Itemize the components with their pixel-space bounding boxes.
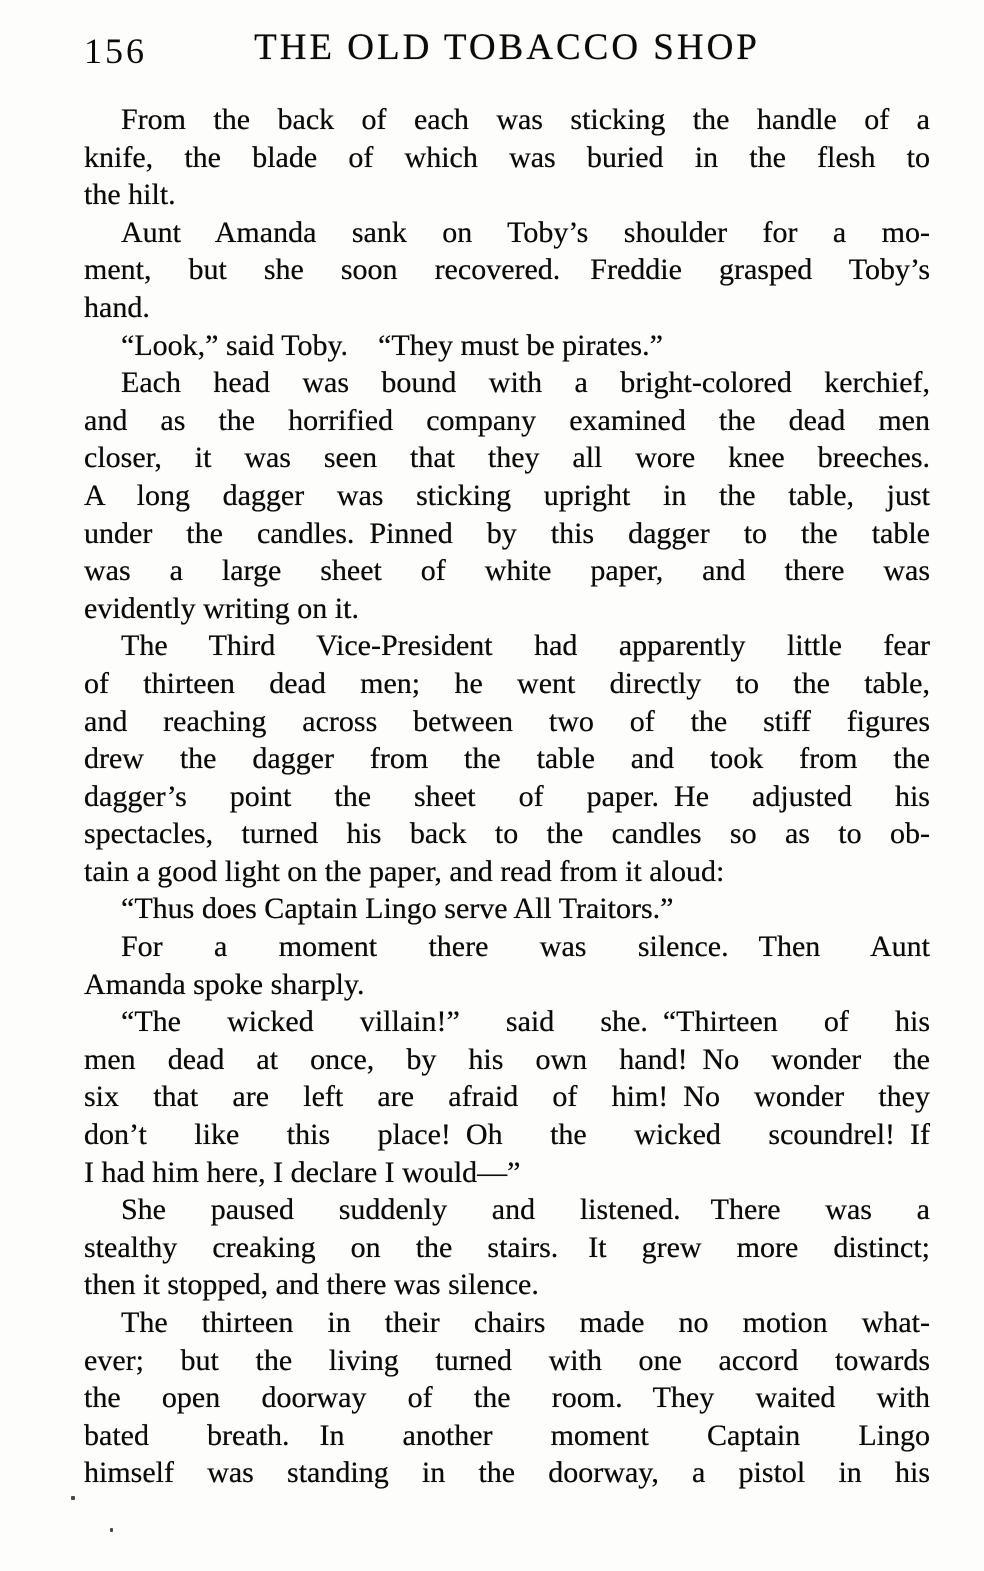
paragraph xyxy=(84,364,930,627)
text-line: under the candles. Pinned by this dagger to the table xyxy=(84,516,930,550)
text-line: bated breath. In another moment Captain Lingo xyxy=(84,1418,930,1452)
paragraph xyxy=(84,327,930,365)
text-line: The Third Vice-President had apparently little fear xyxy=(121,629,930,663)
paragraph xyxy=(84,890,930,928)
text-line: six that are left are afraid of him! No wonder they xyxy=(84,1080,930,1114)
paragraph xyxy=(84,214,930,327)
text-line: the open doorway of the room. They waited with xyxy=(84,1381,930,1415)
text-line: “The wicked villain!” said she. “Thirteen of his xyxy=(121,1005,930,1039)
text-line: men dead at once, by his own hand! No wonder the xyxy=(84,1042,930,1076)
text-line: dagger’s point the sheet of paper. He adjusted his xyxy=(84,779,930,813)
text-line: Amanda spoke sharply. xyxy=(84,967,365,1001)
text-line: himself was standing in the doorway, a pistol in his xyxy=(84,1456,930,1490)
text-line: Aunt Amanda sank on Toby’s shoulder for a mo- xyxy=(121,215,930,249)
paragraph xyxy=(84,627,930,890)
text-line: She paused suddenly and listened. There was a xyxy=(121,1193,930,1227)
text-block xyxy=(84,101,930,1492)
text-line: Each head was bound with a bright-colored kerchief, xyxy=(121,366,930,400)
paragraph xyxy=(84,1003,930,1191)
paragraph xyxy=(84,928,930,1003)
text-line: then it stopped, and there was silence. xyxy=(84,1268,539,1302)
scan-speck xyxy=(110,1528,113,1532)
running-title: THE OLD TOBACCO SHOP xyxy=(254,27,760,68)
text-line: “Look,” said Toby. “They must be pirates.” xyxy=(121,328,663,362)
text-line: A long dagger was sticking upright in the table, just xyxy=(84,478,930,512)
scan-speck xyxy=(71,1496,75,1500)
paragraph xyxy=(84,1191,930,1304)
text-line: knife, the blade of which was buried in the flesh to xyxy=(84,140,930,174)
text-line: I had him here, I declare I would—” xyxy=(84,1155,521,1189)
page-header xyxy=(84,26,930,74)
text-line: evidently writing on it. xyxy=(84,591,359,625)
text-line: hand. xyxy=(84,290,150,324)
text-line: spectacles, turned his back to the candles so as to ob- xyxy=(84,817,930,851)
text-line: and as the horrified company examined the dead men xyxy=(84,403,930,437)
text-line: ever; but the living turned with one accord towards xyxy=(84,1343,930,1377)
text-line: ment, but she soon recovered. Freddie grasped Toby’s xyxy=(84,253,930,287)
text-line: tain a good light on the paper, and read from it aloud: xyxy=(84,854,725,888)
text-line: closer, it was seen that they all wore knee breeches. xyxy=(84,441,930,475)
text-line: For a moment there was silence. Then Aunt xyxy=(121,930,930,964)
text-line: and reaching across between two of the stiff figures xyxy=(84,704,930,738)
text-line: don’t like this place! Oh the wicked scoundrel! If xyxy=(84,1118,930,1152)
text-line: stealthy creaking on the stairs. It grew more distinct; xyxy=(84,1230,930,1264)
page-number: 156 xyxy=(84,31,147,71)
paragraph xyxy=(84,1304,930,1492)
text-line: was a large sheet of white paper, and there was xyxy=(84,554,930,588)
text-line: drew the dagger from the table and took from the xyxy=(84,742,930,776)
text-line: The thirteen in their chairs made no motion what- xyxy=(121,1306,930,1339)
text-line: the hilt. xyxy=(84,178,176,212)
paragraph xyxy=(84,101,930,214)
text-line: “Thus does Captain Lingo serve All Traitors.” xyxy=(121,892,674,926)
text-line: of thirteen dead men; he went directly to the table, xyxy=(84,666,930,700)
text-line: From the back of each was sticking the handle of a xyxy=(121,103,930,136)
